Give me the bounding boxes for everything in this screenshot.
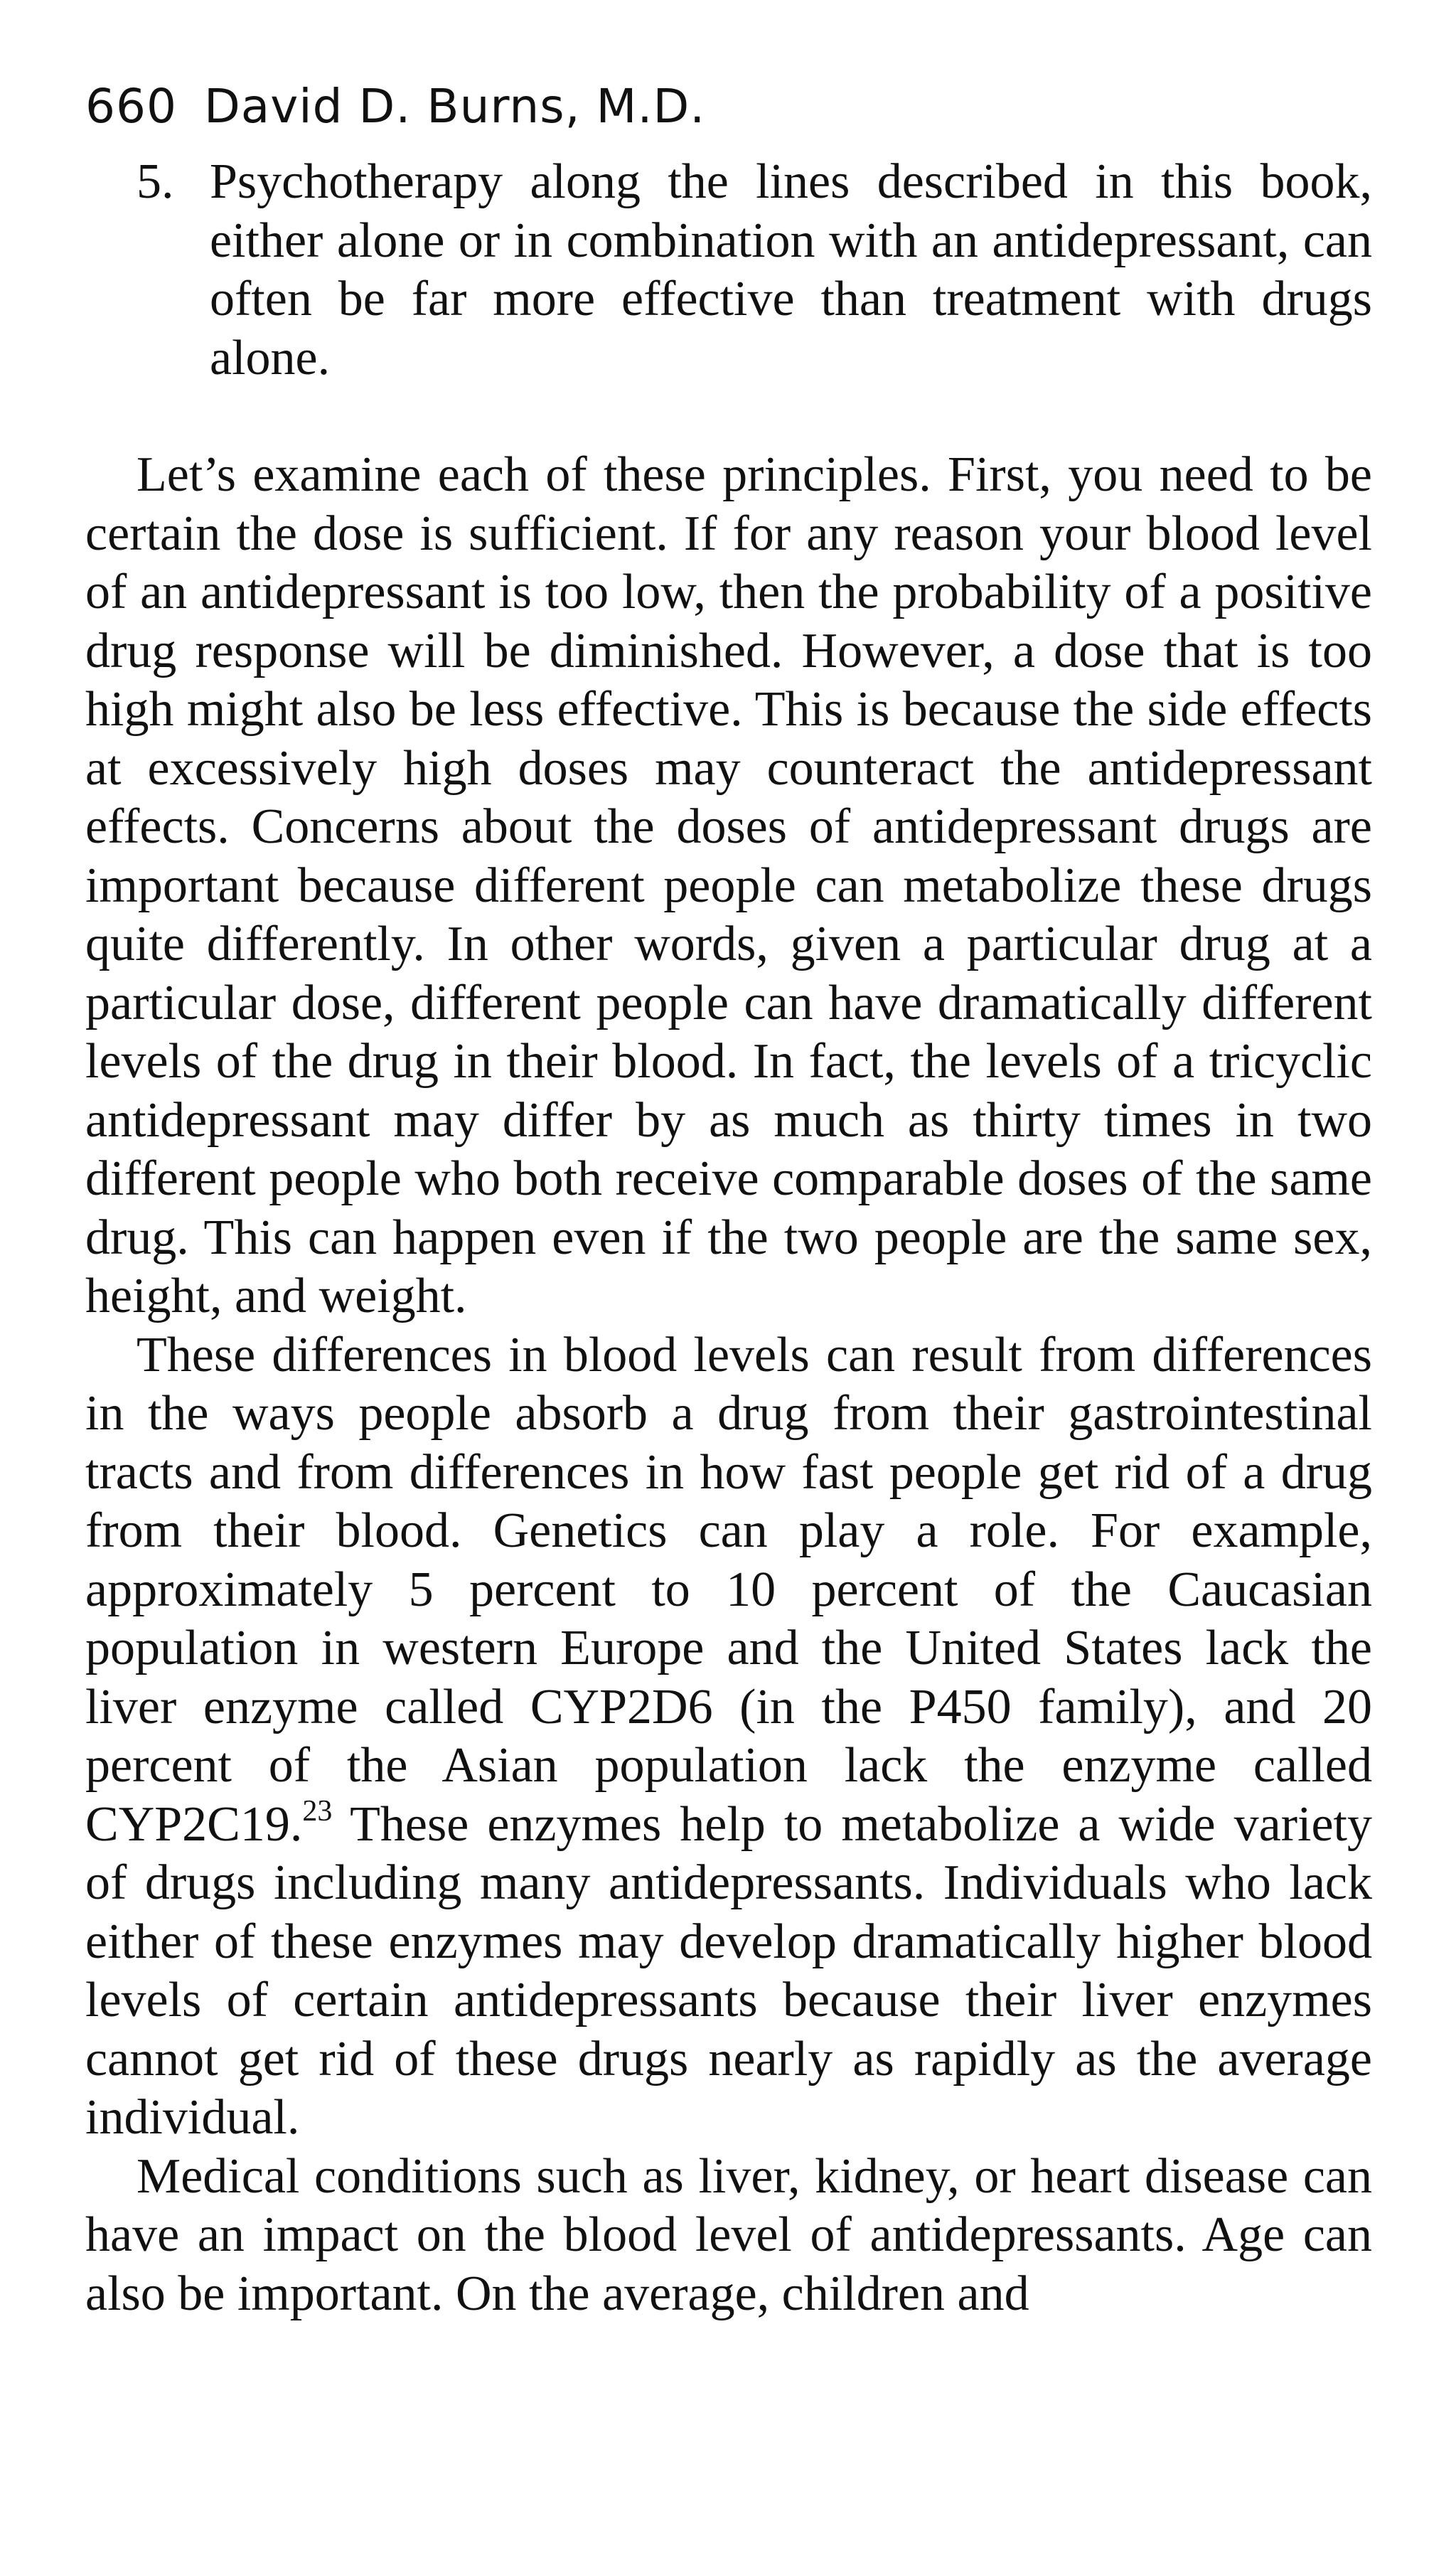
list-item-number: 5. [136, 154, 174, 209]
page-number: 660 [85, 79, 177, 134]
paragraph-text-before-footnote: These differences in blood levels can result from differences in the ways people absorb a drug from their gastrointestinal tracts and from differences in how fast people get rid of a drug from their blood. Genetics can play a role. For example, approximately 5 percent to 10 percent of the Caucasian population in western Europe and the United States lack the liver enzyme called CYP2D6 (in the P450 family), and 20 percent of the Asian population lack the enzyme called CYP2C19. [85, 1327, 1372, 1852]
paragraph-dose-principles: Let’s examine each of these principles. First, you need to be certain the dose is sufficient. If for any reason your blood level of an antidepressant is too low, then the probability of a positive drug response will be diminished. However, a dose that is too high might also be less effective. This is because the side effects at excessively high doses may counteract the antidepressant effects. Concerns about the doses of antidepressant drugs are important because different people can metabolize these drugs quite differently. In other words, given a particular drug at a particular dose, different people can have dramatically different levels of the drug in their blood. In fact, the levels of a tricyclic antidepressant may differ by as much as thirty times in two different people who both receive comparable doses of the same drug. This can happen even if the two people are the same sex, height, and weight. [85, 447, 1372, 1323]
book-page [85, 75, 1372, 2323]
body-text [85, 153, 1372, 2323]
paragraph-medical-conditions: Medical conditions such as liver, kidney, or heart disease can have an impact on the blood level of antidepressants. Age can also be important. On the average, children and [85, 2148, 1372, 2321]
paragraph-blood-level-differences [85, 1326, 1372, 2148]
numbered-list-item [85, 153, 1372, 388]
list-item-text: Psychotherapy along the lines described in this book, either alone or in combination with an antidepressant, can often be far more effective than treatment with drugs alone. [210, 154, 1372, 385]
author-name: David D. Burns, M.D. [203, 79, 706, 134]
footnote-reference: 23 [302, 1794, 333, 1828]
running-head [85, 75, 1372, 139]
paragraph-text-after-footnote: These enzymes help to metabolize a wide variety of drugs including many antidepressants. Individuals who lack either of these enzymes may develop dramatically higher blood levels of certain antidepressants because their liver enzymes cannot get rid of these drugs nearly as rapidly as the average individual. [85, 1796, 1372, 2145]
